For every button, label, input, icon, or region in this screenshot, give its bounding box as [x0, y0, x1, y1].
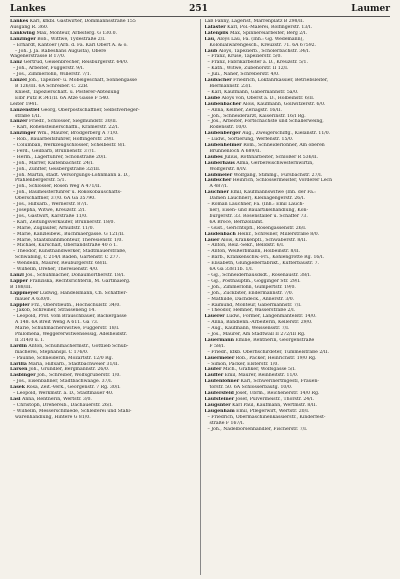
directory-entry-line: Laudenbach Heinr., Schreiner, Millerstraße 8/0.	[204, 231, 320, 237]
directory-entry-line: – Leopold, Werkmstr. a. D., Stadtmauer 40.	[13, 391, 114, 397]
directory-entry-line: Lafaster Karl, Pol.-Malerei, Rolfingerstr. 13/I.	[204, 24, 313, 30]
directory-entry-line: – Gust., Gerichtspfl., Rosengassenstr. 26/I.	[207, 225, 307, 231]
directory-entry-line: – Joh. Martin, städt. Versorgungs-Lohnmann a. D.,	[13, 172, 130, 178]
directory-entry-line: torstr. 50. 6A Schlosserbautg. 10/0.	[209, 385, 293, 391]
directory-entry-line: – Raimund, Monteur, Gabermannstr. 7/I.	[207, 302, 302, 308]
directory-entry-line: Laubenheimer Rom., Schneiderlöhner, Am oberen	[204, 143, 325, 149]
directory-entry-line: – Karl, Rohensteinerschaffn., Kramerstr. 22/I.	[13, 125, 119, 131]
directory-entry-line: Elbr Pütz R 341/II. 6A Atze Gasse F 540.	[15, 95, 110, 101]
entry-surname: Lasek	[10, 385, 25, 391]
directory-entry-line: Lappmeyer Ludwig, Handelsmann, Ch. Schäffler-	[10, 290, 128, 296]
directory-entry-line: – Barb., Krankenschw.-Fri., Kohlengrotte Rg. 16/I.	[207, 255, 325, 261]
directory-entry-line: Lanzel Joh., Tapezier- u. Möbelgeschäft, Sonnengasse	[10, 78, 138, 84]
entry-surname: Lauermann	[204, 337, 234, 343]
directory-entry-line: – Simon, Packer, Elsterstr. 1/0.	[207, 361, 279, 367]
directory-entry-line: Lankwing Max, Monteur, Arbeiterg. G 130.0.	[10, 30, 117, 36]
directory-entry-line: Pfahlenbergerstr. 5/1.	[15, 178, 67, 184]
directory-entry-line: – Friedr., kfkb. Oberfischirdeter, Tummelstraße 2/II.	[207, 349, 329, 355]
directory-entry-line: – Marie, Staatsbahnmonteur, Theresienstr. 1/0.	[13, 237, 123, 243]
directory-entry-line: Philomena, Weggererwitwensessig, Adelheidstr.	[15, 332, 128, 338]
directory-entry-line: II 314/0 u. I.	[15, 337, 44, 343]
directory-entry-line: – Theodor, Kunsthandwerker, Stadtmauerstraße,	[13, 249, 127, 255]
directory-entry-line: Lauermann Emilie, Rentnerin, Georgenstraße	[204, 337, 315, 343]
entry-surname: Lauermeier	[204, 355, 235, 361]
directory-entry-line: – Jos., Gastwirt, Karstraße 11/0.	[13, 213, 88, 219]
directory-entry-line: Larilla Maria, Hilfsarb., Stadtbachweier 31/II.	[10, 361, 120, 367]
entry-surname: Laubes	[204, 154, 223, 160]
directory-columns	[8, 19, 394, 575]
directory-entry-line: F 58/I.	[209, 343, 225, 349]
entry-surname: Lanzer	[10, 119, 28, 125]
directory-entry-line: – Friedrich, Obermaschinenkassierstr., Kinderfest-	[207, 414, 326, 420]
directory-entry-line: – Josepha, Witwe, Kreuzstr. 2/I.	[13, 208, 86, 213]
directory-entry-line: Lanzl Jos., Schuhmacher, Donaumörtherstr. 18/I.	[10, 272, 125, 278]
header-right-term: Laumer	[351, 4, 390, 14]
directory-entry-line: – Wilhelm, Dreher, Theresienstr. 4/0.	[13, 267, 99, 273]
directory-entry-line: macherei, Stephanspl. C 176/0.	[15, 349, 89, 355]
directory-entry-line: – Anton, Reiz.-Sekr., Belldstr. 6/I.	[207, 243, 285, 249]
directory-entry-line: – Jos., Zimmerlöhn, Willerstr. 7/1.	[13, 72, 92, 78]
directory-entry-line: Lauffer Emil, Maurer, Reinheitstr. 11/0.	[204, 373, 299, 379]
directory-entry-line: – Joh., Nadelbörsenhändler, Fischerstr. 7/I.	[207, 426, 308, 432]
directory-entry-line: Lauerer Ludw., Former, Langenmantelstr. 14/0.	[204, 314, 317, 320]
entry-surname: Laub	[204, 48, 218, 54]
directory-entry-line: – Columban, Werkzeugschlosser, Schelbestr. 8/I.	[13, 143, 126, 149]
directory-entry-line: Laufsteiner Josef, Pulvermeistr., Thorstr. 24/I.	[204, 397, 315, 402]
page-number: 251	[189, 4, 208, 14]
directory-entry-line: – Herm., Lagerführer, Schönstraße 20/I.	[13, 154, 107, 160]
entry-surname: Lanz	[10, 60, 23, 66]
directory-entry-line: Lau, Aloys Lau, Fa. (Inh.: Gg. Wedemann),	[204, 36, 304, 42]
directory-entry-line: Laubenbacher Alois, Kaufmann, Gollwitzerstr. 6/0.	[204, 101, 326, 107]
directory-entry-line: – Christoph, Drehereib., Dachauerstr. 26/I.	[13, 402, 113, 408]
directory-entry-line: – Ferd., Geilbarb, Brunnenstr. 37/1.	[13, 148, 96, 154]
directory-entry-line: – Joh. J. Ja. Rabeshans Augusta), Obere	[15, 48, 107, 54]
entry-surname: Lanzel	[10, 78, 27, 84]
entry-surname: Larsen	[10, 367, 28, 373]
directory-entry-line: Laubacher Friedrich, Lokfahrkassier, Betriebsleiter,	[204, 78, 329, 84]
directory-entry-line: Latenpils Max, Spinnereiarbeiter, Berg 2/I.	[204, 30, 308, 36]
directory-entry-line: – Ludw., Sortierung, Werfenstr. 15/0.	[207, 137, 294, 143]
directory-entry-line: Laufersfeld Josef, Ubrm., Reichenerstr. 14/0 Rg.	[204, 391, 320, 397]
directory-entry-line: – Jos., Hilfsarb., Wernerstr. 87/I.	[13, 202, 88, 208]
directory-entry-line: Lanzer Friedr., Schlosser, Siegmundstr. 30/II.	[10, 119, 118, 125]
entry-surname: Lankwing	[10, 30, 35, 36]
directory-entry-line: Wolfgerstr. 8/IV.	[209, 166, 247, 172]
directory-entry-line: B 126/III. 6A Schreiber. C. 22B.	[15, 83, 89, 89]
directory-entry-line: Laufer Mich., Grafiker, Wolfsgasse 5/I.	[204, 367, 296, 373]
directory-entry-line: Damen Lauchner), Kleinagengerstr. 26/I.	[209, 196, 306, 202]
directory-entry-line: Laubscher Heinrich, Schlossermeister, Vorderer Lech	[204, 178, 333, 184]
directory-entry-line: Laß Fanny, Lagerist, Marrenplatz B 298/II.	[204, 19, 305, 24]
directory-entry-line: Lauchner Emil, Kaufmannswitwe (Inh. der Fa.:	[204, 190, 316, 196]
directory-entry-line: – Erhardt, Kantoer (Arb. d. Fa. Karl Obert A. & o.	[13, 42, 128, 48]
directory-entry-line: Lauer Alois, Krankenpfl., Schwaberstr. 8/II.	[204, 237, 307, 243]
directory-entry-line: Lanzenstiel Georg, Oberpostschaffner, Selbstverleger-	[10, 107, 140, 113]
directory-entry-line: Lapper Franziska, Rechtsrichterin, M. Gartmaierg.	[10, 278, 131, 284]
directory-entry-line: – Franz, Kruse, Tapezierstr. 5/0.	[207, 54, 282, 60]
directory-entry-line: – Joh., Schlosser, Rosen Weg A 471/II.	[13, 184, 102, 190]
entry-surname: Lanzinger	[10, 131, 36, 137]
directory-entry-line: – Joh., Marrer, Kaltenbachstr. 24/I.	[13, 160, 94, 166]
directory-entry-line: straße F 167/I.	[209, 420, 245, 426]
directory-entry-line: – Kath., Witwe, Zubehörstr. II 12/I.	[207, 66, 289, 72]
entry-surname: Lanzinger	[10, 36, 36, 42]
directory-entry-line: Kniest, Tapezierschäft. u. Posterer-Abteilung	[15, 89, 120, 95]
directory-entry-line: Wagenerstrasse B 17/0.	[10, 54, 66, 60]
directory-entry-line: – Joh., Zuckbiter, Endermannstr. 7/0.	[207, 290, 294, 296]
directory-entry-line: Lanzinger Wm., Maurer, Brodgerberg A 71/0.	[10, 131, 119, 137]
entry-surname: Laufer	[204, 367, 222, 373]
entry-surname: Laubenheimer	[204, 143, 242, 149]
directory-entry-line: Laufenlöhner Karl, Schwerinertmgestl, Frauen-	[204, 379, 319, 385]
entry-surname: Lasl	[10, 397, 21, 402]
directory-entry-line: A 148. 6A Breit Weng A 611. Gå 73.	[15, 320, 99, 326]
entry-surname: Lanzenstiel	[10, 107, 40, 113]
entry-surname: Laube	[204, 95, 221, 101]
directory-entry-line: – Joh., Zunfter, Geisbergstraße 32/III.	[13, 166, 101, 172]
directory-entry-line: B 188/III.	[10, 284, 33, 290]
directory-entry-line: 6A Broce, Bernzollamt.	[209, 219, 264, 225]
directory-entry-line: Oberschaffner, 37/0. 6A Gä 35790.	[15, 196, 96, 202]
directory-entry-line: Lanz Gertrud, Geisenbrecher, Reisburgerstr. 64/0.	[10, 60, 129, 66]
left-column	[8, 19, 200, 575]
directory-entry-line: – Joh., Schneiderarzt, Kaiserinstr. 16/I Rg.	[207, 113, 306, 119]
directory-entry-line: Laugsnter Karl Paul, Kaufmann, Wertmstr. 8/II.	[204, 402, 317, 408]
directory-entry-line: – Joh., Arbeiter, Fuggerstr. 9/I.	[13, 66, 85, 72]
directory-entry-line: – Anna, Kellner, Zeriagstr. 16/II.	[207, 107, 282, 113]
directory-entry-line: – Jos., Eisenbahner, Stadtbachwaage. 37/I.	[13, 379, 113, 385]
directory-entry-line: – Leopold, Prof. vom Brauschbauer, Bäckergasse	[13, 314, 127, 320]
directory-entry-line: – Theodor, Hemner, Wasserstraße 2/I.	[207, 308, 296, 314]
entry-surname: Lau,	[204, 36, 216, 42]
directory-entry-line: – Marie, Zugläufer, Arnulfstr. 11/0.	[13, 225, 94, 231]
entry-surname: Laufsteiner	[204, 397, 235, 402]
entry-surname: Lasbinger	[10, 373, 36, 379]
directory-entry-line: Laube Aloys von, Oberst a. D., Holbeinstr. 6/II.	[204, 95, 315, 101]
entry-surname: Lauer	[204, 237, 220, 243]
directory-entry-line: A 487/I.	[209, 184, 228, 190]
directory-entry-line: – Karl, Kaufmann, Gabermannstr. 5a/0.	[207, 89, 299, 95]
directory-entry-line: – Elisabeth, Glühgießerfabrikt., Kutterbaustr. 7.	[207, 261, 319, 267]
entry-surname: Lauerer	[204, 314, 225, 320]
entry-surname: Laugsnter	[204, 402, 231, 408]
entry-surname: Lappler	[10, 302, 30, 308]
entry-surname: Laubacher	[204, 78, 232, 84]
entry-surname: Laubenberger	[204, 131, 241, 137]
entry-surname: Laubscher	[204, 178, 232, 184]
directory-entry-line: Laub Aloys, Tapezierb., Schölerbachstr. 34/I.	[204, 48, 310, 54]
directory-entry-line: – Jos., Arbeiter, Fortschachste und Schallerweing,	[207, 119, 324, 125]
entry-surname: Latenpils	[204, 30, 229, 36]
directory-entry-line: straße 1/II.	[15, 113, 41, 119]
entry-surname: Laugenham	[204, 408, 235, 414]
directory-entry-line: Lanzinger Bob., Wittwe, Tydestraße 2/I.	[10, 36, 106, 42]
directory-entry-line: Ausgang R. 360.	[10, 24, 49, 30]
entry-surname: Lankes	[10, 19, 29, 24]
directory-entry-line: Lasek Rosa, Zeit.-Verk., Georgenstr. 7 Rg. 30/I.	[10, 385, 121, 391]
running-header	[10, 4, 390, 17]
directory-entry-line: – Aug., Kaufmann, Weissensstr. 7/I.	[207, 326, 290, 332]
directory-entry-line: mauer A 630/0.	[15, 296, 51, 302]
directory-entry-line: – Anton, Weißerbmann, Holbeinstr. 8/II.	[207, 249, 301, 255]
directory-entry-line: – Pauline, Schneiderin, Mozartstr. 12/0 Rg.	[13, 355, 114, 361]
entry-surname: Lauffer	[204, 373, 224, 379]
directory-entry-line: – Karl, Zeitungsverkäufer, Brünnerstr. 18/0.	[13, 219, 115, 225]
directory-entry-line: – Joh., Baumeisterführer u. Rokokobauschafts-	[13, 190, 122, 196]
directory-entry-line: burgerstr. 33. Rosenstaller u. Schaffer 73.	[209, 213, 308, 219]
directory-entry-line: Leiter 1941.	[10, 101, 39, 107]
entry-surname: Lappmeyer	[10, 290, 39, 296]
entry-surname: Laudenbach	[204, 231, 236, 237]
entry-surname: Laufenlöhner	[204, 379, 240, 385]
directory-entry-line: Laugenham Emil, Pflegerwirt, Wertstr. 20/I.	[204, 408, 310, 414]
directory-entry-line: Kolonialwarengesch., Kreuzstr. 71. 6A 67592.	[209, 42, 316, 48]
directory-entry-line: Lauermeier Rob., Packer, Heinrichstr. 19/0 Rg.	[204, 355, 317, 361]
directory-entry-line: warenhandlung, Hintere G 81/0.	[15, 414, 91, 420]
directory-entry-line: – Anna, Bandlenn.-Arbeiterin, Kellerstr. 29/0.	[207, 320, 313, 326]
directory-entry-line: – Wilhelm, Messerschmiede, Schleiferei und Stahl-	[13, 408, 132, 414]
entry-surname: Lauchner	[204, 190, 229, 196]
directory-entry-line: – Mathilde, Dachdeck., Annerstr. 3/0.	[207, 296, 295, 302]
directory-entry-line: Laubes Julius, Rothnarbeiter, Schloßer R 536/II.	[204, 154, 319, 160]
directory-entry-line: Biermannstr. 23/I.	[209, 83, 252, 89]
directory-entry-line: Schwabing, C 214/I Baden, Gartenstr. C 277.	[15, 255, 120, 261]
directory-entry-line: – Gg., Schneiderhausdsdt., Rosenaustr. 38/I.	[207, 272, 311, 278]
directory-entry-line: – Michael, Kürschalt, Oberlandstraße 40 o 1.	[13, 243, 118, 249]
directory-entry-line: Laubenberger Aug., Zweigerschiffg., Kielanstr. 11/0.	[204, 131, 331, 137]
entry-surname: Lauberhaus	[204, 160, 235, 166]
directory-entry-line: ner), Eisen- und Bauartikelhandlung, Kon-	[209, 208, 308, 213]
directory-entry-line: Laubmeier Wolfgang, Stimmg., Fürsbachstr. 27/I.	[204, 172, 323, 178]
directory-entry-line: Lauberhaus Alma, Gerbereischwesternwirtin,	[204, 160, 314, 166]
directory-entry-line: 6A Gä 33811b. 1/I.	[209, 267, 254, 273]
entry-surname: Laubmeier	[204, 172, 233, 178]
directory-entry-line: Marie, Schuhmacherswitwe, Fuggerstr. 18/I.	[15, 326, 120, 332]
directory-entry-line: – Jakob, Schreiner, Strasseneng 14.	[13, 308, 96, 314]
directory-entry-line: Rödensstr. 10/0.	[209, 125, 248, 131]
directory-entry-line: – Juli., Näher, Schreberstr. 4/0.	[207, 72, 280, 78]
directory-entry-line: Lardin Anton, Schuhmachermstr., Gottlieb Schub-	[10, 343, 129, 349]
directory-entry-line: – Wendelin, Maurer, Reuburgerstr. 68/II.	[13, 261, 108, 267]
directory-entry-line: – Roman Lauchner, Fa. (Inh.: Emil Lauch-	[207, 202, 305, 208]
entry-surname: Laufersfeld	[204, 391, 234, 397]
entry-surname: Lanzl	[10, 272, 24, 278]
directory-entry-line: – Rob., Bauarbeitsführer, Hoffingerstr. 29/I.	[13, 137, 115, 143]
directory-entry-line: – Franz, Fabrikarbeiter a. D., Kreuzstr. 5/1.	[207, 60, 308, 66]
entry-surname: Lafaster	[204, 24, 226, 30]
right-column	[200, 19, 395, 575]
header-left-term: Lankes	[10, 4, 46, 14]
entry-surname: Laubenbacher	[204, 101, 242, 107]
directory-entry-line: Lankes Karl, kfkbl. Gastwirter, Dommannsstraße 155	[10, 19, 136, 24]
directory-entry-line: Lasbinger Joh., Schreiber, Wolfsgruberstr. 1/0.	[10, 373, 121, 379]
directory-entry-line: – Marie, Kanzleibew., Buchmaergasse. G 121/II.	[13, 231, 125, 237]
directory-entry-line: – Jos., Maurer, Am Stadtwall II 272/III Rg.	[207, 332, 306, 338]
entry-surname: Lapper	[10, 278, 28, 284]
entry-surname: Larilla	[10, 361, 27, 367]
directory-entry-line: Lappler Frz., Oberstleutn., Hochschulstr. 34/0.	[10, 302, 121, 308]
directory-entry-line: Brunnenloch A 689/II.	[209, 148, 262, 154]
directory-entry-line: – Gg., Posthauptm., Gögginger Str. 29/I.	[207, 278, 301, 284]
directory-entry-line: – Joh., Zimmerlöhn, Gumpertstr. 19/0.	[207, 284, 296, 290]
entry-surname: Lardin	[10, 343, 27, 349]
directory-entry-line: Lasl Anna, Rentnerin, Wertstr. 3/0.	[10, 397, 92, 402]
directory-entry-line: Larsen Joh., Gründler, Bergmannstr. 26/0.	[10, 367, 110, 373]
